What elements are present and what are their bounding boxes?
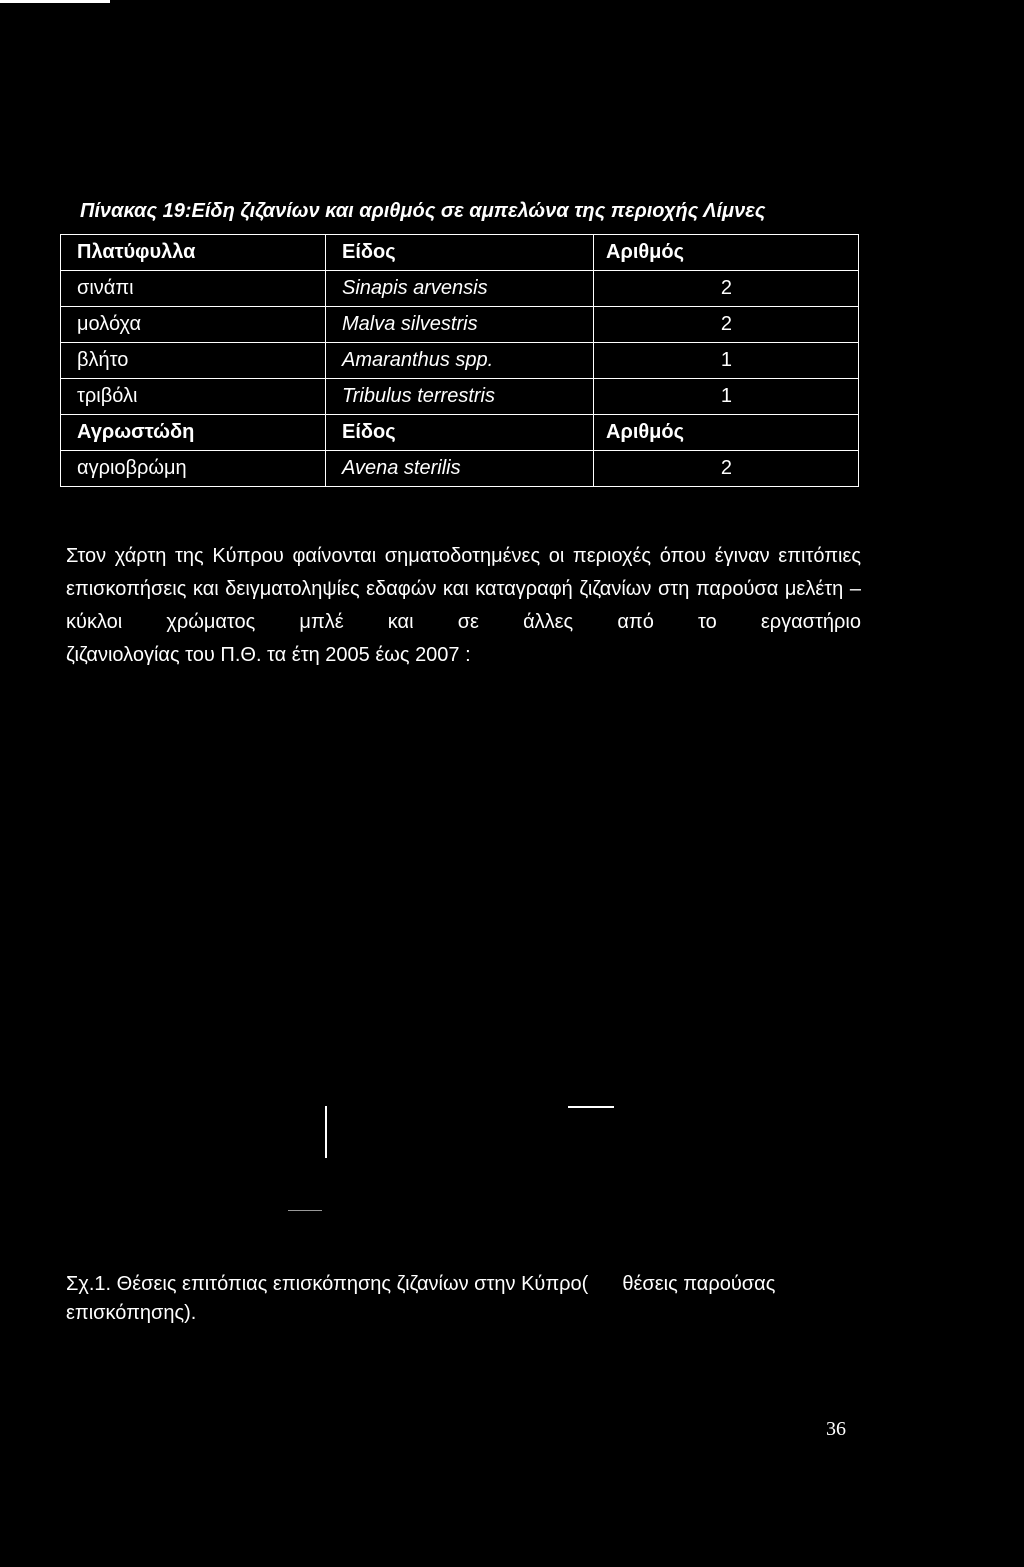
grass-header-row <box>61 415 859 451</box>
broadleaf-group-label: Πλατύφυλλα <box>61 235 326 271</box>
figure-caption-line2: επισκόπησης). <box>66 1302 197 1324</box>
common-name-cell: βλήτο <box>61 343 326 379</box>
species-cell: Amaranthus spp. <box>326 343 594 379</box>
common-name-cell: αγριοβρώμη <box>61 451 326 487</box>
species-cell: Tribulus terrestris <box>326 379 594 415</box>
count-cell: 2 <box>594 307 859 343</box>
body-paragraph <box>66 540 861 672</box>
count-cell: 2 <box>594 271 859 307</box>
weed-table <box>60 234 859 487</box>
common-name-cell: τριβόλι <box>61 379 326 415</box>
table-row <box>61 451 859 487</box>
table-row <box>61 343 859 379</box>
table-row <box>61 307 859 343</box>
count-header: Αριθμός <box>594 235 859 271</box>
table-caption: Πίνακας 19:Είδη ζιζανίων και αριθμός σε αμπελώνα της περιοχής Λίμνες <box>80 200 766 222</box>
broadleaf-header-row <box>61 235 859 271</box>
map-fragment-dots <box>288 1210 322 1211</box>
figure-caption-part1: Σχ.1. Θέσεις επιτόπιας επισκόπησης ζιζανίων στην Κύπρο( <box>66 1273 589 1295</box>
map-fragment-horizontal-line <box>568 1106 614 1108</box>
page-number: 36 <box>826 1418 846 1440</box>
species-header: Είδος <box>326 415 594 451</box>
count-cell: 2 <box>594 451 859 487</box>
grass-group-label: Αγρωστώδη <box>61 415 326 451</box>
paragraph-line: παρούσα μελέτη –κύκλοι χρώματος μπλέ και σε άλλες από το εργαστήριο <box>66 578 861 633</box>
species-cell: Sinapis arvensis <box>326 271 594 307</box>
map-fragment-vertical-line <box>325 1106 327 1158</box>
paragraph-line: επιτόπιες επισκοπήσεις και δειγματοληψίες εδαφών και καταγραφή ζιζανίων στη <box>66 545 861 600</box>
species-cell: Malva silvestris <box>326 307 594 343</box>
paragraph-line: Στον χάρτη της Κύπρου φαίνονται σηματοδοτημένες οι περιοχές όπου έγιναν <box>66 545 770 567</box>
paragraph-line: ζιζανιολογίας του Π.Θ. τα έτη 2005 έως 2007 : <box>66 644 471 666</box>
common-name-cell: σινάπι <box>61 271 326 307</box>
table-row <box>61 379 859 415</box>
species-header: Είδος <box>326 235 594 271</box>
count-cell: 1 <box>594 343 859 379</box>
common-name-cell: μολόχα <box>61 307 326 343</box>
table-row <box>61 271 859 307</box>
count-header: Αριθμός <box>594 415 859 451</box>
species-cell: Avena sterilis <box>326 451 594 487</box>
top-rule <box>0 0 110 3</box>
count-cell: 1 <box>594 379 859 415</box>
figure-caption <box>66 1270 775 1328</box>
figure-caption-part2: θέσεις παρούσας <box>622 1273 776 1295</box>
